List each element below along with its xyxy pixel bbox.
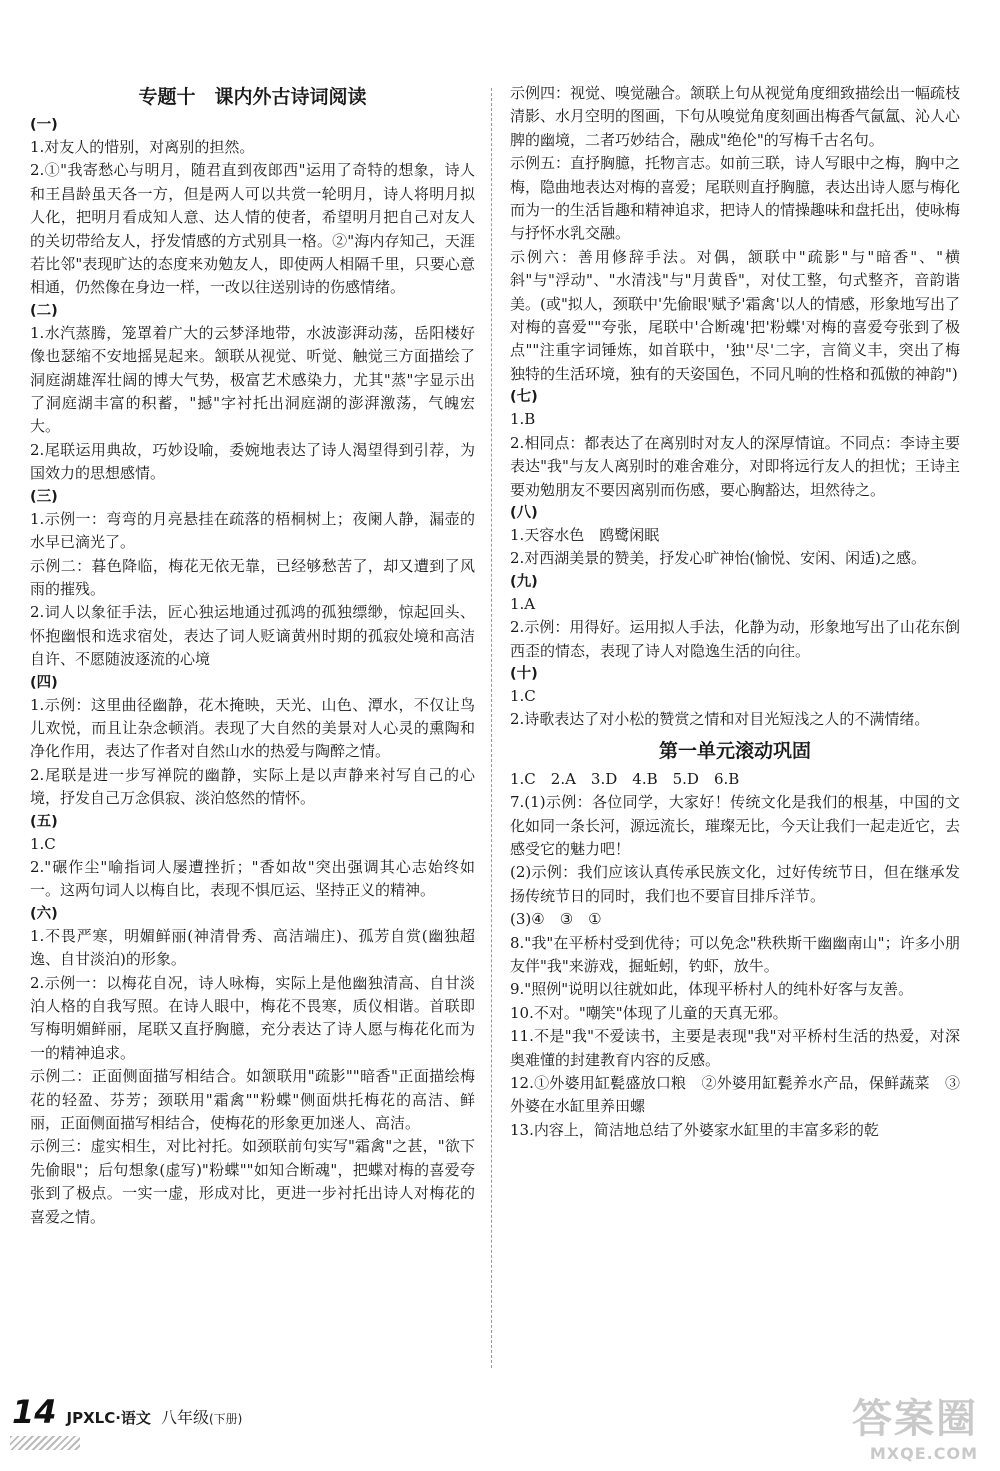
answer-item: 2."碾作尘"喻指词人屡遭挫折；"香如故"突出强调其心志始终如一。这两句词人以梅自比，表现不惧厄运、坚持正义的精神。 [30, 857, 475, 900]
answer-item: 1.水汽蒸腾，笼罩着广大的云梦泽地带，水波澎湃动荡，岳阳楼好像也瑟缩不安地摇晃起来。颔联从视觉、听觉、触觉三方面描绘了洞庭湖雄浑壮阔的博大气势，极富艺术感染力，尤其"蒸"字显示出了洞庭湖丰富的积蓄，"撼"字衬托出洞庭湖的澎湃激荡，气魄宏大。 [30, 323, 475, 436]
section-heading: (五) [30, 813, 58, 830]
right-sections [510, 82, 960, 732]
unit-answer-item: 1.C 2.A 3.D 4.B 5.D 6.B [510, 769, 740, 788]
watermark [852, 1387, 978, 1463]
section-heading: (一) [30, 117, 58, 133]
column-divider [491, 88, 492, 1368]
volume-text: (下册) [208, 1412, 243, 1426]
unit-answer-item: 11.不是"我"不爱读书，主要是表现"我"对平桥村生活的热爱，对深奥难懂的封建教育内容的反感。 [510, 1027, 960, 1069]
answer-item: 1.示例一：弯弯的月亮悬挂在疏落的梧桐树上；夜阑人静，漏壶的水早已滴光了。 示例二：暮色降临，梅花无依无靠，已经够愁苦了，却又遭到了风雨的摧残。 [30, 509, 475, 598]
section-heading: (十) [510, 665, 538, 682]
unit-answer-item: 8."我"在平桥村受到优待；可以免念"秩秩斯干幽幽南山"；许多小朋友伴"我"来游戏，掘蚯蚓，钓虾，放牛。 [510, 933, 960, 975]
section-heading: (二) [30, 302, 58, 319]
answer-item: 2.尾联运用典故，巧妙设喻，委婉地表达了诗人渴望得到引荐，为国效力的思想感情。 [30, 440, 475, 483]
answer-item: 1.对友人的惜别，对离别的担然。 [30, 138, 255, 156]
footer [12, 1393, 242, 1431]
watermark-logo: 答案圈 [852, 1396, 978, 1442]
section-heading: (三) [30, 488, 58, 505]
unit-answer-item: 13.内容上，简洁地总结了外婆家水缸里的丰富多彩的乾 [510, 1120, 879, 1139]
left-sections [30, 114, 475, 1229]
answer-item: 1.C [510, 686, 536, 705]
answer-item: 1.不畏严寒，明媚鲜丽(神清骨秀、高洁端庄)、孤芳自赏(幽独超逸、自甘淡泊)的形象。 [30, 926, 475, 969]
page-title: 专题十 课内外古诗词阅读 [138, 86, 367, 108]
grade-label [161, 1405, 242, 1428]
left-column [30, 82, 475, 1229]
answer-item: 示例四：视觉、嗅觉融合。颔联上句从视觉角度细致描绘出一幅疏枝清影、水月空明的图画，下句从嗅觉角度刻画出梅香气氤氲、沁人心脾的幽境，二者巧妙结合，融成"绝伦"的写梅千古名句。 示例五：直抒胸臆，托物言志。如前三联，诗人写眼中之梅，胸中之梅，隐曲地表达对梅的喜爱；尾联则直抒胸臆，表达出诗人愿与梅化而为一的生活旨趣和精神追求，把诗人的情操趣味和盘托出，使咏梅与抒怀水乳交融。 示例六：善用修辞手法。对偶，颔联中"疏影"与"暗香"、"横斜"与"浮动"、"水清浅"与"月黄昏"，对仗工整，句式整齐，音韵谐美。(或"拟人，颈联中'先偷眼'赋予'霜禽'以人的情感，形象地写出了对梅的喜爱""夸张，尾联中'合断魂'把'粉蝶'对梅的喜爱夸张到了极点""注重字词锤炼，如首联中，'独''尽'二字，言简义丰，突出了梅独特的生活环境，独有的天姿国色，不同凡响的性格和孤傲的神韵") [510, 84, 961, 383]
footer-stripes [10, 1436, 80, 1450]
grade-text: 八年级 [160, 1408, 209, 1427]
section-heading: (四) [30, 674, 58, 691]
answer-item: 1.C [30, 834, 56, 853]
answer-item: 2.①"我寄愁心与明月，随君直到夜郎西"运用了奇特的想象，诗人和王昌龄虽天各一方，但是两人可以共赏一轮明月，诗人将明月拟人化，把明月看成知人意、达人情的使者，希望明月把自己对友人的关切带给友人，抒发情感的方式别具一格。②"海内存知己，天涯若比邻"表现旷达的态度来劝勉友人，即使两人相隔千里，只要心意相通，仍然像在身边一样，一改以往送别诗的伤感情绪。 [30, 161, 475, 297]
answer-item: 2.尾联是进一步写禅院的幽静，实际上是以声静来衬写自己的心境，抒发自己万念俱寂、淡泊悠然的情怀。 [30, 765, 475, 808]
unit-title: 第一单元滚动巩固 [658, 739, 811, 762]
answer-item: 1.天容水色 鸥鹭闲眠 [510, 525, 660, 544]
brand-label: JPXLC·语文 [66, 1409, 151, 1427]
unit-answer-item: 10.不对。"嘲笑"体现了儿童的天真无邪。 [510, 1003, 788, 1022]
page-number: 14 [12, 1393, 57, 1431]
answer-item: 2.示例：用得好。运用拟人手法，化静为动，形象地写出了山花东倒西歪的情态，表现了诗人对隐逸生活的向往。 [510, 618, 960, 660]
section-heading: (六) [30, 905, 58, 922]
answer-item: 1.A [510, 594, 536, 613]
answer-item: 2.诗歌表达了对小松的赞赏之情和对目光短浅之人的不满情绪。 [510, 710, 930, 729]
answer-item: 2.相同点：都表达了在离别时对友人的深厚情谊。不同点：李诗主要表达"我"与友人离别时的难舍难分，对即将远行友人的担忧；王诗主要劝勉朋友不要因离别而伤感，要心胸豁达，坦然待之。 [510, 433, 960, 499]
unit-answer-item: 9."照例"说明以往就如此，体现平桥村人的纯朴好客与友善。 [510, 980, 914, 999]
answer-item: 2.对西湖美景的赞美，抒发心旷神怡(愉悦、安闲、闲适)之感。 [510, 549, 927, 568]
answer-item: 1.示例：这里曲径幽静，花木掩映，天光、山色、潭水，不仅让鸟儿欢悦，而且让杂念顿消。表现了大自然的美景对人心灵的熏陶和净化作用，表达了作者对自然山水的热爱与陶醉之情。 [30, 695, 475, 761]
section-heading: (八) [510, 504, 538, 521]
section-heading: (七) [510, 389, 538, 406]
answer-item: 1.B [510, 410, 536, 429]
unit-answer-item: 7.(1)示例：各位同学，大家好！传统文化是我们的根基，中国的文化如同一条长河，源远流长，璀璨无比，今天让我们一起走近它，去感受它的魅力吧！ (2)示例：我们应该认真传承民族文化，过好传统节日，但在继承发扬传统节日的同时，我们也不要盲目排斥洋节。 (3)④ ③ ① [510, 793, 961, 929]
answer-item: 2.示例一：以梅花自况，诗人咏梅，实际上是他幽独清高、自甘淡泊人格的自我写照。在诗人眼中，梅花不畏寒，质仪相谐。首联即写梅明媚鲜丽，尾联又直抒胸臆，充分表达了诗人愿与梅花化而为一的精神追求。 示例二：正面侧面描写相结合。如颔联用"疏影""暗香"正面描绘梅花的轻盈、芬芳；颈联用"霜禽""粉蝶"侧面烘托梅花的高洁、鲜丽，正面侧面描写相结合，使梅花的形象更加迷人、高洁。 示例三：虚实相生，对比衬托。如颈联前句实写"霜禽"之甚，"欲下先偷眼"；后句想象(虚写)"粉蝶""如知合断魂"，把蝶对梅的喜爱夸张到了极点。一实一虚，形成对比，更进一步衬托出诗人对梅花的喜爱之情。 [30, 973, 475, 1226]
unit-items [510, 768, 960, 1143]
unit-answer-item: 12.①外婆用缸甏盛放口粮 ②外婆用缸甏养水产品，保鲜蔬菜 ③外婆在水缸里养田螺 [510, 1074, 960, 1116]
watermark-url: MXQE.COM [869, 1444, 978, 1463]
section-heading: (九) [510, 573, 538, 590]
answer-item: 2.词人以象征手法，匠心独运地通过孤鸿的孤独缥缈，惊起回头、怀抱幽恨和选求宿处，表达了词人贬谪黄州时期的孤寂处境和高洁自许、不愿随波逐流的心境 [30, 603, 475, 669]
right-column [510, 82, 960, 1142]
